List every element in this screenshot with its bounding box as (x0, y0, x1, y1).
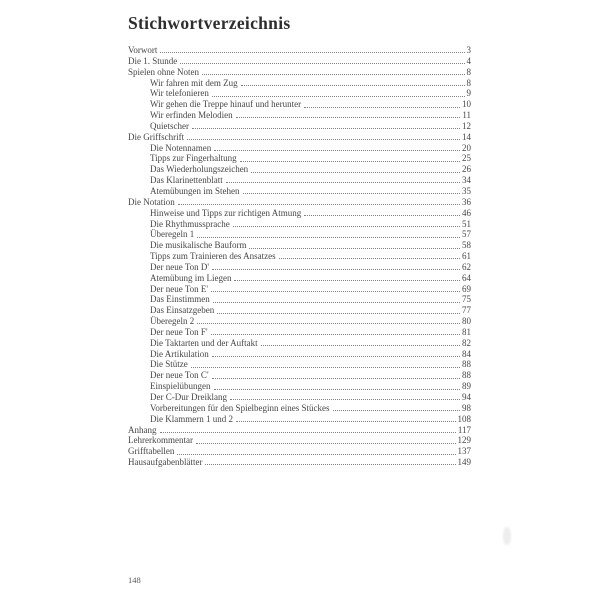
toc-entry-page: 61 (462, 251, 471, 262)
toc-entry-page: 84 (462, 348, 471, 359)
toc-entry-page: 117 (457, 424, 471, 435)
toc-entry (128, 197, 471, 208)
toc-leader-dots (240, 161, 460, 162)
toc-entry-label: Der neue Ton F' (150, 326, 208, 337)
toc-content (128, 13, 471, 468)
toc-entry-label: Das Klarinettenblatt (150, 175, 223, 186)
toc-entry-page: 88 (462, 359, 471, 370)
toc-entry (128, 121, 471, 132)
toc-leader-dots (212, 96, 465, 97)
toc-leader-dots (160, 432, 456, 433)
toc-entry (128, 457, 471, 468)
toc-entry-label: Die Klammern 1 und 2 (150, 413, 233, 424)
toc-entry-label: Das Wiederholungszeichen (150, 164, 249, 175)
toc-leader-dots (233, 226, 460, 227)
toc-entry (128, 392, 471, 403)
toc-entry-label: Anhang (128, 424, 157, 435)
toc-entry-label: Wir fahren mit dem Zug (150, 77, 238, 88)
scan-artifact (503, 527, 511, 545)
toc-entry (128, 262, 471, 273)
toc-leader-dots (243, 193, 461, 194)
toc-leader-dots (180, 63, 464, 64)
toc-entry-label: Überegeln 1 (150, 229, 195, 240)
toc-leader-dots (236, 117, 461, 118)
toc-leader-dots (241, 85, 465, 86)
toc-entry (128, 338, 471, 349)
toc-entry (128, 403, 471, 414)
toc-leader-dots (230, 399, 460, 400)
toc-leader-dots (177, 454, 455, 455)
toc-entry-label: Tipps zum Trainieren des Ansatzes (150, 251, 276, 262)
toc-entry-page: 34 (462, 175, 471, 186)
toc-entry-label: Die 1. Stunde (128, 55, 178, 66)
toc-entry-label: Überegeln 2 (150, 316, 195, 327)
toc-entry (128, 229, 471, 240)
toc-entry-label: Wir erfinden Melodien (150, 110, 233, 121)
toc-entry-label: Die Artikulation (150, 348, 209, 359)
toc-entry-label: Die musikalische Bauform (150, 240, 247, 251)
toc-entry-page: 9 (466, 88, 471, 99)
toc-entry-page: 62 (462, 261, 471, 272)
toc-leader-dots (212, 356, 460, 357)
toc-leader-dots (217, 313, 460, 314)
toc-entry (128, 175, 471, 186)
toc-leader-dots (214, 389, 461, 390)
toc-leader-dots (187, 139, 460, 140)
toc-entry-label: Die Griffschrift (128, 131, 185, 142)
toc-entry-label: Spielen ohne Noten (128, 66, 199, 77)
toc-leader-dots (304, 107, 460, 108)
toc-entry (128, 56, 471, 67)
toc-entry-label: Atemübung im Liegen (150, 272, 232, 283)
toc-entry (128, 446, 471, 457)
toc-entry-label: Der C-Dur Dreiklang (150, 392, 227, 402)
toc-entry-page: 46 (462, 207, 471, 218)
toc-entry (128, 99, 471, 110)
toc-entry-page: 77 (462, 305, 471, 316)
toc-entry-label: Hausaufgabenblätter (128, 457, 203, 468)
toc-entry-label: Der neue Ton C' (150, 370, 209, 381)
toc-entry (128, 110, 471, 121)
toc-entry-label: Das Einstimmen (150, 294, 210, 305)
toc-entry-page: 26 (462, 164, 471, 175)
toc-leader-dots (196, 443, 456, 444)
toc-leader-dots (205, 464, 455, 465)
toc-leader-dots (160, 52, 464, 53)
toc-entry-label: Wir gehen die Treppe hinauf und herunter (150, 99, 302, 110)
toc-leader-dots (211, 334, 460, 335)
toc-leader-dots (178, 204, 460, 205)
toc-leader-dots (261, 345, 460, 346)
toc-entry (128, 143, 471, 154)
toc-entry (128, 132, 471, 143)
toc-entry-label: Lehrerkommentar (128, 435, 193, 446)
toc-entry-page: 82 (462, 337, 471, 348)
toc-leader-dots (226, 182, 460, 183)
toc-leader-dots (191, 367, 460, 368)
toc-entry-label: Quietscher (150, 120, 189, 131)
toc-entry-label: Die Notation (128, 196, 175, 207)
toc-entry-label: Wir telefonieren (150, 88, 209, 99)
toc-entry-page: 4 (466, 55, 471, 66)
toc-entry-label: Die Notennamen (150, 142, 212, 153)
toc-leader-dots (197, 323, 460, 324)
toc-entry (128, 414, 471, 425)
toc-entry (128, 294, 471, 305)
toc-entry-page: 57 (462, 229, 471, 240)
footer-page-number: 148 (128, 575, 141, 585)
toc-entry (128, 153, 471, 164)
toc-entry-page: 81 (462, 326, 471, 337)
toc-entry-page: 58 (462, 240, 471, 251)
toc-leader-dots (192, 128, 460, 129)
toc-entry (128, 208, 471, 219)
toc-entry (128, 45, 471, 56)
toc-leader-dots (212, 269, 460, 270)
toc-entry (128, 273, 471, 284)
toc-entry-page: 89 (462, 381, 471, 392)
toc-entry-page: 129 (457, 435, 471, 446)
toc-entry-label: Die Stütze (150, 359, 188, 370)
toc-entry-page: 35 (462, 185, 471, 196)
page-title: Stichwortverzeichnis (128, 13, 291, 33)
toc-leader-dots (279, 258, 460, 259)
toc-entry-label: Die Taktarten und der Auftakt (150, 337, 258, 348)
toc-entry-label: Der neue Ton E' (150, 283, 209, 294)
toc-entry (128, 219, 471, 230)
toc-entry-page: 12 (462, 120, 471, 131)
toc-entry-label: Vorwort (128, 45, 158, 55)
toc-entry-label: Hinweise und Tipps zur richtigen Atmung (150, 207, 302, 218)
toc-leader-dots (202, 74, 465, 75)
toc-entry (128, 251, 471, 262)
toc-entry (128, 88, 471, 99)
toc-entry (128, 240, 471, 251)
toc-leader-dots (214, 150, 460, 151)
toc-entry (128, 435, 471, 446)
toc-entry-page: 20 (462, 142, 471, 153)
toc-leader-dots (212, 378, 460, 379)
toc-leader-dots (251, 172, 460, 173)
toc-entry-label: Atemübungen im Stehen (150, 185, 240, 196)
toc-entry-page: 80 (462, 316, 471, 327)
toc-entry-page: 8 (466, 77, 471, 88)
toc-entry (128, 284, 471, 295)
toc-entry-label: Einspielübungen (150, 381, 211, 392)
toc-entry-page: 8 (466, 66, 471, 77)
toc-entry-page: 64 (462, 272, 471, 283)
toc-entry-page: 98 (462, 402, 471, 413)
toc-entry (128, 186, 471, 197)
toc-entry-page: 11 (462, 110, 471, 121)
toc-leader-dots (236, 421, 456, 422)
toc-entry (128, 164, 471, 175)
toc-entry (128, 316, 471, 327)
toc-entry-page: 14 (462, 131, 471, 142)
toc-entry-page: 25 (462, 153, 471, 164)
toc-entry-label: Das Einsatzgeben (150, 305, 215, 316)
toc-entry (128, 370, 471, 381)
toc-entry-label: Der neue Ton D' (150, 261, 210, 272)
toc-entry-page: 137 (457, 446, 471, 457)
toc-entry-page: 88 (462, 370, 471, 381)
toc-leader-dots (213, 302, 460, 303)
toc-leader-dots (333, 410, 460, 411)
toc-entry-label: Tipps zur Fingerhaltung (150, 153, 237, 164)
toc-entry (128, 78, 471, 89)
toc-entry-label: Die Rhythmussprache (150, 218, 230, 229)
toc-entry (128, 381, 471, 392)
toc-leader-dots (234, 280, 460, 281)
toc-entry-label: Grifftabellen (128, 446, 175, 457)
toc-entry-page: 69 (462, 283, 471, 294)
toc-entry-label: Vorbereitungen für den Spielbeginn eines Stückes (150, 402, 330, 413)
toc-entry-page: 51 (462, 218, 471, 229)
toc-leader-dots (249, 248, 460, 249)
toc-entry-page: 3 (466, 45, 471, 55)
toc-entry (128, 359, 471, 370)
toc-leader-dots (211, 291, 460, 292)
toc-leader-dots (304, 215, 460, 216)
toc-entry-page: 75 (462, 294, 471, 305)
toc-entry (128, 67, 471, 78)
toc-entry (128, 425, 471, 436)
toc-entry-page: 36 (462, 196, 471, 207)
toc-leader-dots (197, 237, 460, 238)
toc-entry-page: 10 (462, 99, 471, 110)
toc-entry (128, 305, 471, 316)
toc-list (128, 45, 471, 468)
toc-entry-page: 94 (462, 392, 471, 402)
toc-entry (128, 349, 471, 360)
toc-entry (128, 327, 471, 338)
toc-entry-page: 149 (457, 457, 471, 468)
toc-entry-page: 108 (457, 413, 471, 424)
